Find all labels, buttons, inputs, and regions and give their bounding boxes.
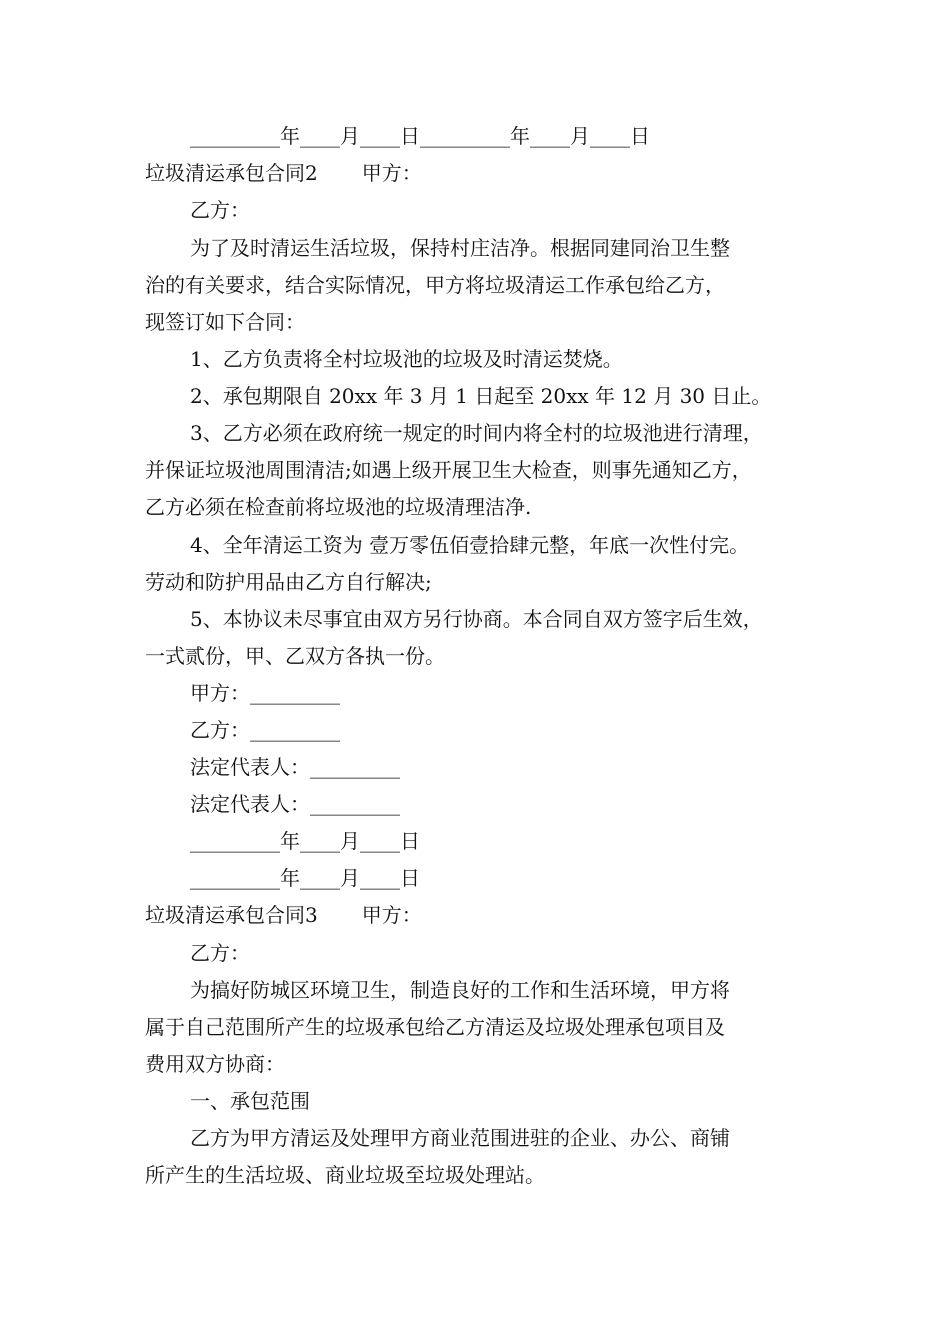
contract2-item-3-line-1: 3、乙方必须在政府统一规定的时间内将全村的垃圾池进行清理， [190,421,763,445]
contract2-intro-line-3: 现签订如下合同： [145,310,305,334]
contract2-intro-line-2: 治的有关要求，结合实际情况，甲方将垃圾清运工作承包给乙方， [145,273,725,297]
contract2-sign-a: 甲方：_________ [190,681,340,705]
contract2-date-a: _________年____月____日 [190,829,420,853]
contract3-intro-line-1: 为搞好防城区环境卫生，制造良好的工作和生活环境，甲方将 [190,978,730,1002]
contract2-party-a: 甲方： [361,161,422,185]
contract3-party-a: 甲方： [361,903,422,927]
contract2-item-2: 2、承包期限自 20xx 年 3 月 1 日起至 20xx 年 12 月 30 日止。 [190,384,772,408]
contract2-item-5-line-1: 5、本协议未尽事宜由双方另行协商。本合同自双方签字后生效， [190,607,763,631]
contract2-item-5-line-2: 一式贰份，甲、乙双方各执一份。 [145,644,445,668]
contract2-rep-b: 法定代表人：_________ [190,792,400,816]
contract2-party-b: 乙方： [190,198,250,222]
contract3-section-1-title: 一、承包范围 [190,1089,310,1113]
contract3-intro-line-2: 属于自己范围所产生的垃圾承包给乙方清运及垃圾处理承包项目及 [145,1015,725,1039]
contract3-intro-line-3: 费用双方协商： [145,1052,285,1076]
contract2-heading-line [145,160,815,186]
contract2-heading: 垃圾清运承包合同2 [145,161,318,185]
contract3-heading: 垃圾清运承包合同3 [145,903,318,927]
contract3-section-1-line-1: 乙方为甲方清运及处理甲方商业范围进驻的企业、办公、商铺 [190,1126,730,1150]
contract2-rep-a: 法定代表人：_________ [190,755,400,779]
contract2-item-3-line-2: 并保证垃圾池周围清洁;如遇上级开展卫生大检查，则事先通知乙方， [145,458,752,482]
contract3-heading-line [145,902,815,928]
contract2-item-3-line-3: 乙方必须在检查前将垃圾池的垃圾清理洁净. [145,495,532,519]
contract2-sign-b: 乙方：_________ [190,718,340,742]
contract2-item-4-line-1: 4、全年清运工资为 壹万零伍佰壹拾肆元整，年底一次性付完。 [190,533,750,557]
contract2-item-4-line-2: 劳动和防护用品由乙方自行解决; [145,570,432,594]
contract2-item-1: 1、乙方负责将全村垃圾池的垃圾及时清运焚烧。 [190,347,623,371]
contract2-date-b: _________年____月____日 [190,866,420,890]
date-line-top: _________年____月____日_________年____月____日 [190,124,650,148]
contract3-party-b: 乙方： [190,941,250,965]
contract3-section-1-line-2: 所产生的生活垃圾、商业垃圾至垃圾处理站。 [145,1163,545,1187]
contract2-intro-line-1: 为了及时清运生活垃圾，保持村庄洁净。根据同建同治卫生整 [190,236,730,260]
